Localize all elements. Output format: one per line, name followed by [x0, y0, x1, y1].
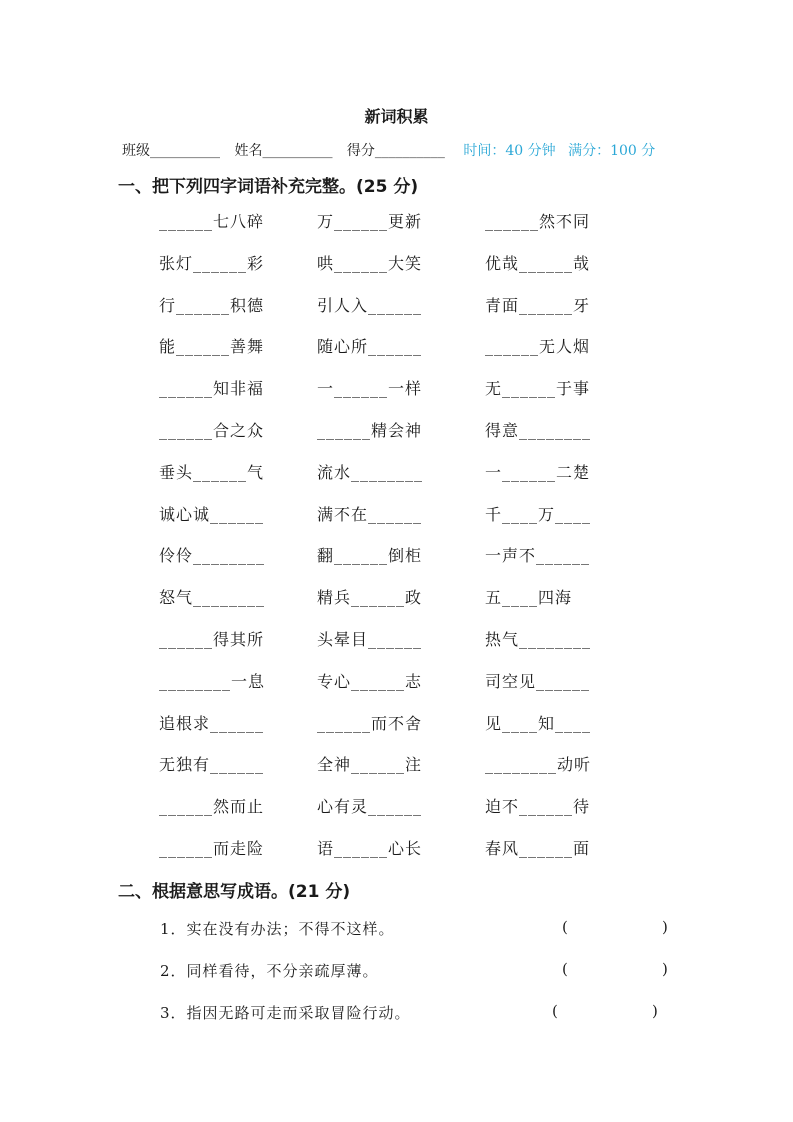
time-limit: 时间：40 分钟	[463, 143, 556, 159]
idiom-item: 引人入______	[317, 295, 423, 315]
idiom-item: 诚心诚______	[159, 504, 265, 524]
idiom-item: 怒气________	[159, 588, 266, 608]
idiom-item: 满不在______	[317, 504, 423, 524]
answer-open-paren: (	[552, 1002, 558, 1020]
answer-close-paren: )	[662, 918, 668, 936]
idiom-item: ______知非福	[159, 379, 265, 399]
idiom-item: 千____万____	[485, 504, 592, 524]
idiom-item: 张灯______彩	[159, 253, 265, 273]
idiom-item: 万______更新	[317, 212, 423, 231]
idiom-item: ______而走险	[159, 838, 265, 858]
idiom-item: 能______善舞	[159, 337, 265, 357]
idiom-item: ______得其所	[159, 629, 265, 649]
answer-open-paren: (	[562, 918, 568, 936]
answer-close-paren: )	[652, 1002, 658, 1020]
idiom-item: 追根求______	[159, 713, 265, 733]
idiom-item: 青面______牙	[485, 295, 591, 315]
idiom-item: 行______积德	[159, 295, 265, 315]
idiom-item: 一______一样	[317, 379, 423, 399]
idiom-item: 随心所______	[317, 337, 423, 357]
idiom-item: ______然而止	[159, 797, 265, 817]
idiom-item: 头晕目______	[317, 629, 423, 649]
question-2: 2．同样看待，不分亲疏厚薄。	[160, 962, 379, 980]
idiom-item: 一______二楚	[485, 462, 591, 482]
score-field: 得分__________	[346, 143, 445, 159]
student-info-line	[122, 140, 655, 160]
idiom-item: 伶伶________	[159, 546, 266, 566]
idiom-item: 语______心长	[317, 838, 423, 858]
name-field: 姓名__________	[234, 143, 333, 159]
idiom-item: 五____四海	[485, 588, 573, 608]
idiom-item: 流水________	[317, 462, 424, 482]
idiom-item: 优哉______哉	[485, 253, 591, 273]
idiom-item: 全神______注	[317, 755, 423, 775]
idiom-item: 无独有______	[159, 755, 265, 775]
idiom-item: ______无人烟	[485, 337, 591, 357]
question-3: 3．指因无路可走而采取冒险行动。	[160, 1004, 411, 1022]
idiom-item: 无______于事	[485, 379, 591, 399]
idiom-item: 见____知____	[485, 713, 592, 733]
idiom-item: ________一息	[159, 671, 266, 691]
idiom-item: 哄______大笑	[317, 253, 423, 273]
idiom-item: 迫不______待	[485, 797, 591, 817]
section-2-heading: 二、根据意思写成语。(21 分)	[118, 882, 351, 902]
idiom-item: 热气________	[485, 629, 592, 649]
idiom-item: 专心______志	[317, 671, 423, 691]
answer-open-paren: (	[562, 960, 568, 978]
idiom-item: 精兵______政	[317, 588, 423, 608]
question-1: 1．实在没有办法；不得不这样。	[160, 920, 395, 938]
idiom-item: 垂头______气	[159, 462, 265, 482]
idiom-item: ________动听	[485, 755, 592, 775]
idiom-item: 春风______面	[485, 838, 591, 858]
idiom-item: 翻______倒柜	[317, 546, 423, 566]
idiom-item: 司空见______	[485, 671, 591, 691]
idiom-item: ______精会神	[317, 420, 423, 440]
idiom-item: ______合之众	[159, 420, 265, 440]
section-1-heading: 一、把下列四字词语补充完整。(25 分)	[118, 177, 419, 197]
answer-close-paren: )	[662, 960, 668, 978]
idiom-item: 一声不______	[485, 546, 591, 566]
idiom-item: ______然不同	[485, 212, 591, 231]
idiom-item: ______而不舍	[317, 713, 423, 733]
idiom-item: ______七八碎	[159, 212, 265, 231]
idiom-item: 得意________	[485, 420, 592, 440]
class-field: 班级__________	[122, 143, 220, 159]
full-score: 满分：100 分	[568, 143, 656, 159]
idiom-item: 心有灵______	[317, 797, 423, 817]
page-title: 新词积累	[364, 107, 429, 126]
